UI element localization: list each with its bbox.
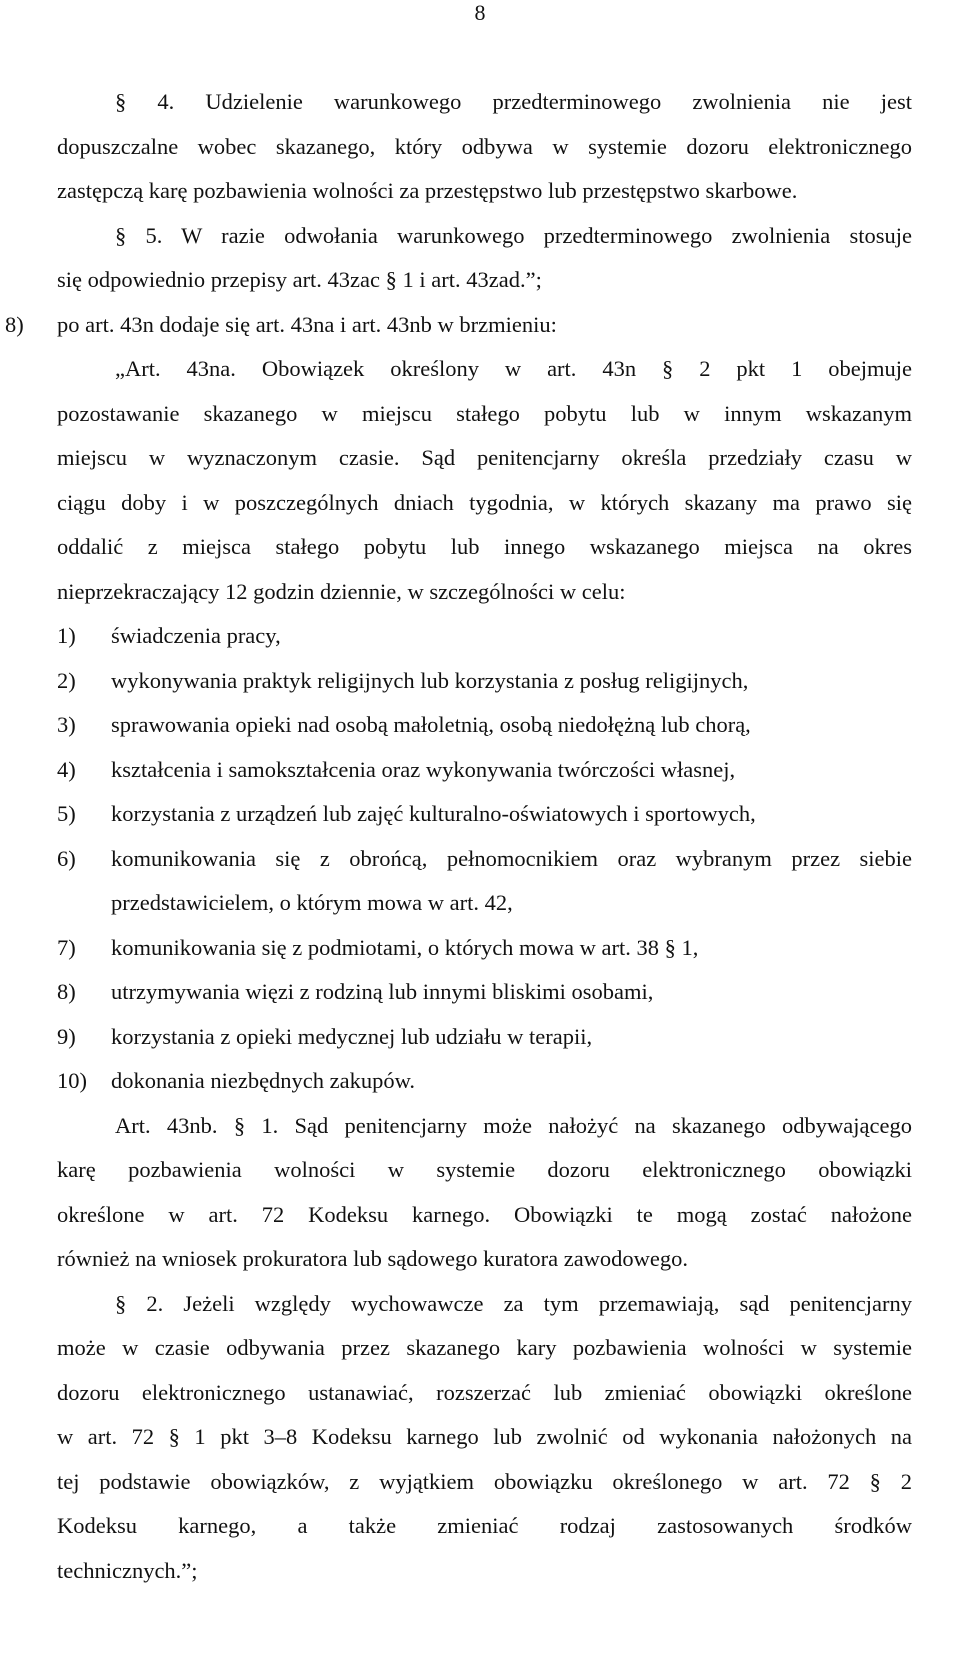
- art-43nb-s2-line-4: w art. 72 § 1 pkt 3–8 Kodeksu karnego lub zwolnić od wykonania nałożonych na: [57, 1424, 912, 1449]
- list-item: [57, 970, 912, 1015]
- art-43nb-s2-line-5: tej podstawie obowiązków, z wyjątkiem obowiązku określonego w art. 72 § 2: [57, 1468, 912, 1494]
- list-item-text: dokonania niezbędnych zakupów.: [111, 1068, 416, 1093]
- list-item-number: 9): [57, 1023, 76, 1049]
- page-number: 8: [474, 0, 486, 25]
- list-item-number: 2): [57, 667, 76, 693]
- paragraph-5-line-2: się odpowiednio przepisy art. 43zac § 1 i art. 43zad.”;: [57, 267, 542, 292]
- list-item-number: 8): [57, 979, 76, 1004]
- list-item-text: sprawowania opieki nad osobą małoletnią, osobą niedołężną lub chorą,: [111, 712, 751, 737]
- list-item: [57, 659, 912, 704]
- art-43na-line-4: ciągu doby i w poszczególnych dniach tygodnia, w których skazany ma prawo się: [57, 489, 912, 515]
- amendment-item-8: [5, 303, 912, 348]
- paragraph-5-line-1: § 5. W razie odwołania warunkowego przedterminowego zwolnienia stosuje: [115, 222, 912, 248]
- list-item-text: świadczenia pracy,: [111, 623, 281, 648]
- art-43nb-s2-line-3: dozoru elektronicznego ustanawiać, rozszerzać lub zmieniać obowiązki określone: [57, 1379, 912, 1405]
- list-item-number: 7): [57, 934, 76, 960]
- paragraph-4-line-2: dopuszczalne wobec skazanego, który odbywa w systemie dozoru elektronicznego: [57, 133, 912, 159]
- paragraph-4-line-1: § 4. Udzielenie warunkowego przedterminowego zwolnienia nie jest: [115, 89, 912, 114]
- amendment-item-text: po art. 43n dodaje się art. 43na i art. 43nb w brzmieniu:: [57, 311, 557, 337]
- art-43na-line-2: pozostawanie skazanego w miejscu stałego pobytu lub w innym wskazanym: [57, 400, 912, 426]
- list-item: [57, 837, 912, 926]
- art-43na-line-6: nieprzekraczający 12 godzin dziennie, w szczególności w celu:: [57, 578, 626, 604]
- list-item-number: 6): [57, 845, 76, 871]
- list-item-number: 4): [57, 756, 76, 782]
- list-item: [57, 614, 912, 659]
- art-43nb-s2-line-2: może w czasie odbywania przez skazanego kary pozbawienia wolności w systemie: [57, 1335, 912, 1360]
- list-item: [57, 703, 912, 748]
- list-item-text: wykonywania praktyk religijnych lub korzystania z posług religijnych,: [111, 667, 749, 693]
- list-item-text: utrzymywania więzi z rodziną lub innymi bliskimi osobami,: [111, 979, 654, 1004]
- document-body: [5, 80, 912, 1593]
- amendment-item-number: 8): [5, 311, 24, 337]
- list-item-number: 10): [57, 1068, 87, 1093]
- list-item-text: komunikowania się z podmiotami, o których mowa w art. 38 § 1,: [111, 934, 699, 960]
- art-43nb-s2-line-1: § 2. Jeżeli względy wychowawcze za tym przemawiają, sąd penitencjarny: [115, 1290, 912, 1316]
- list-item-number: 5): [57, 801, 76, 826]
- list-item: [57, 792, 912, 837]
- art-43nb-s1-line-1: Art. 43nb. § 1. Sąd penitencjarny może nałożyć na skazanego odbywającego: [115, 1112, 912, 1138]
- paragraph-4-line-3: zastępczą karę pozbawienia wolności za przestępstwo lub przestępstwo skarbowe.: [57, 178, 798, 203]
- list-item-text: kształcenia i samokształcenia oraz wykonywania twórczości własnej,: [111, 756, 736, 782]
- art-43na-line-3: miejscu w wyznaczonym czasie. Sąd penitencjarny określa przedziały czasu w: [57, 445, 912, 470]
- list-item-number: 3): [57, 712, 76, 737]
- list-item: [57, 926, 912, 971]
- art-43nb-s2-line-7: technicznych.”;: [57, 1557, 198, 1583]
- list-item-text: komunikowania się z obrońcą, pełnomocnikiem oraz wybranym przez siebie przedstawicielem, o którym mowa w art. 42,: [111, 845, 912, 915]
- art-43nb-s1-line-2: karę pozbawienia wolności w systemie dozoru elektronicznego obowiązki: [57, 1157, 912, 1182]
- list-item: [57, 748, 912, 793]
- art-43nb-s2-line-6: Kodeksu karnego, a także zmieniać rodzaj zastosowanych środków: [57, 1513, 912, 1538]
- art-43nb-s1-line-3: określone w art. 72 Kodeksu karnego. Obowiązki te mogą zostać nałożone: [57, 1201, 912, 1227]
- art-43na-line-1: „Art. 43na. Obowiązek określony w art. 43n § 2 pkt 1 obejmuje: [115, 356, 912, 381]
- art-43na-line-5: oddalić z miejsca stałego pobytu lub innego wskazanego miejsca na okres: [57, 534, 912, 559]
- purpose-list: [57, 614, 912, 1104]
- list-item-number: 1): [57, 623, 76, 648]
- list-item-text: korzystania z urządzeń lub zajęć kulturalno-oświatowych i sportowych,: [111, 801, 756, 826]
- art-43nb-s1-line-4: również na wniosek prokuratora lub sądowego kuratora zawodowego.: [57, 1246, 689, 1271]
- list-item: [57, 1059, 912, 1104]
- list-item: [57, 1015, 912, 1060]
- list-item-text: korzystania z opieki medycznej lub udziału w terapii,: [111, 1023, 593, 1049]
